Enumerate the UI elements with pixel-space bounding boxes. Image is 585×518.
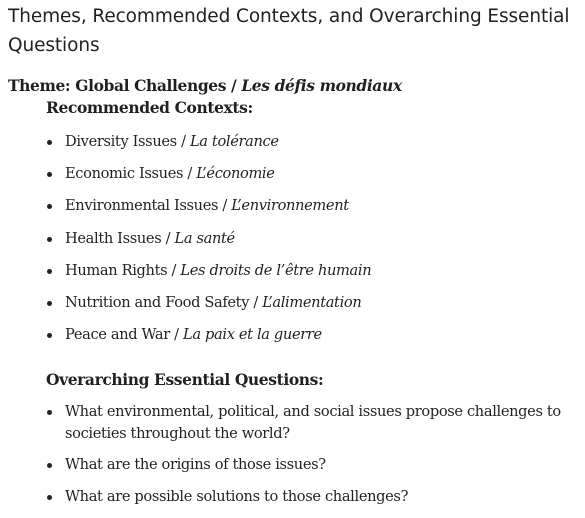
context-french: Les droits de l’être humain: [180, 261, 372, 279]
question-text: What environmental, political, and social issues propose challenges to societies throughout the world?: [65, 403, 561, 442]
essential-questions-heading: Overarching Essential Questions:: [46, 370, 324, 389]
bullet-icon: [47, 237, 52, 242]
list-item: [46, 163, 580, 195]
context-english: Human Rights /: [65, 261, 181, 279]
list-item: [46, 401, 580, 445]
context-english: Diversity Issues /: [65, 133, 190, 150]
bullet-icon: [47, 495, 52, 500]
list-item: [46, 486, 580, 508]
context-french: L’économie: [196, 165, 275, 183]
context-english: Peace and War /: [65, 326, 184, 344]
question-text: What are the origins of those issues?: [65, 456, 326, 473]
list-item: [46, 292, 580, 324]
list-item: [46, 131, 580, 163]
context-french: L’alimentation: [262, 293, 362, 311]
list-item: [46, 454, 580, 476]
list-item: [46, 324, 580, 356]
list-item: [46, 195, 580, 227]
recommended-contexts-list: [46, 131, 580, 356]
essential-questions-list: [46, 401, 580, 518]
context-english: Environmental Issues /: [65, 197, 232, 215]
list-item: [46, 260, 580, 292]
context-english: Economic Issues /: [65, 165, 197, 183]
theme-heading: [8, 76, 402, 96]
bullet-icon: [47, 463, 52, 468]
bullet-icon: [47, 269, 52, 274]
question-text: What are possible solutions to those challenges?: [65, 488, 409, 505]
bullet-icon: [47, 204, 52, 209]
context-french: La paix et la guerre: [183, 326, 322, 344]
section-title: Themes, Recommended Contexts, and Overarching Essential Questions: [8, 6, 570, 56]
context-french: La santé: [174, 229, 235, 247]
context-french: L’environnement: [231, 197, 349, 215]
bullet-icon: [47, 140, 52, 145]
bullet-icon: [47, 172, 52, 177]
bullet-icon: [47, 333, 52, 338]
context-english: Health Issues /: [65, 229, 175, 247]
recommended-contexts-heading: Recommended Contexts:: [46, 98, 253, 117]
context-french: La tolérance: [189, 133, 279, 150]
bullet-icon: [47, 301, 52, 306]
theme-label: Theme: Global Challenges /: [8, 76, 242, 95]
context-english: Nutrition and Food Safety /: [65, 293, 263, 311]
theme-label-french: Les défis mondiaux: [241, 76, 402, 95]
bullet-icon: [47, 410, 52, 415]
list-item: [46, 228, 580, 260]
